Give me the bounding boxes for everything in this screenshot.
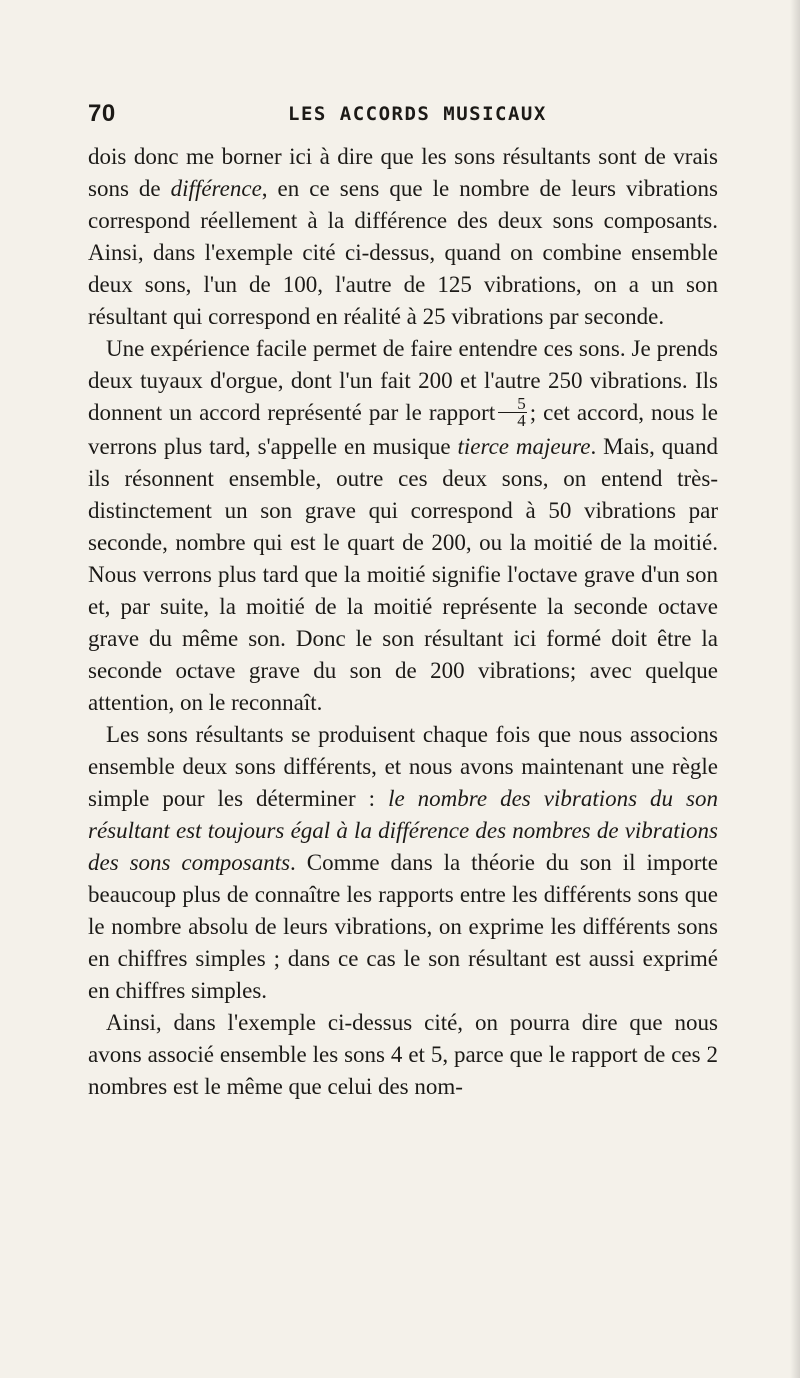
- paragraph-2-text-c: . Mais, quand ils résonnent ensemble, outre ces deux sons, on entend très-distinctement un son grave qui correspond à 50 vibrations par seconde, nombre qui est le quart de 200, ou la moitié de la moitié. Nous verrons plus tard que la moitié signifie l'octave grave d'un son et, par suite, la moitié de la moitié représente la seconde octave grave du même son. Donc le son résultant ici formé doit être la seconde octave grave du son de 200 vibrations; avec quelque attention, on le reconnaît.: [88, 434, 718, 716]
- running-title: LES ACCORDS MUSICAUX: [288, 103, 547, 125]
- page-header: [88, 100, 718, 134]
- fraction-numerator: 5: [498, 396, 527, 413]
- paragraph-3: [88, 719, 718, 1007]
- page-edge-shadow: [790, 0, 800, 1378]
- ratio-fraction: [498, 396, 527, 429]
- paragraph-2: [88, 333, 718, 719]
- paragraph-4: [88, 1007, 718, 1103]
- body-text: [88, 141, 718, 1103]
- paragraph-4-text-a: Ainsi, dans l'exemple ci-dessus cité, on pourra dire que nous avons associé ensemble les sons 4 et 5, parce que le rapport de ces 2 nombres est le même que celui des nom-: [88, 1010, 718, 1100]
- paragraph-1: [88, 141, 718, 333]
- paragraph-2-text-a: Une expérience facile permet de faire entendre ces sons. Je prends deux tuyaux d'orgue, dont l'un fait 200 et l'autre 250 vibrations. Ils donnent un accord représenté par le rapport: [88, 336, 718, 425]
- paragraph-3-text-a: Les sons résultants se produisent chaque fois que nous associons ensemble deux sons différents, et nous avons maintenant une règle simple pour les déterminer :: [88, 722, 718, 812]
- paragraph-1-text-a: dois donc me borner ici à dire que les sons résultants sont de vrais sons de: [88, 144, 718, 201]
- paragraph-2-emphasis: tierce majeure: [457, 434, 591, 460]
- fraction-denominator: 4: [517, 411, 526, 431]
- paragraph-3-emphasis: le nombre des vibrations du son résultant est toujours égal à la différence des nombres de vibrations des sons composants: [88, 786, 719, 876]
- paragraph-1-emphasis: différence: [170, 176, 262, 201]
- paragraph-2-text-b: ; cet accord, nous le verrons plus tard, s'appelle en musique: [88, 400, 718, 460]
- page-number: 70: [88, 100, 116, 127]
- paragraph-1-text-b: , en ce sens que le nombre de leurs vibrations correspond réellement à la différence des deux sons composants. Ainsi, dans l'exemple cité ci-dessus, quand on combine ensemble deux sons, l'un de 100, l'autre de 125 vibrations, on a un son résultant qui correspond en réalité à 25 vibrations par seconde.: [88, 176, 718, 329]
- paragraph-3-text-b: . Comme dans la théorie du son il importe beaucoup plus de connaître les rapports entre les différents sons que le nombre absolu de leurs vibrations, on exprime les différents sons en chiffres simples ; dans ce cas le son résultant est aussi exprimé en chiffres simples.: [88, 850, 718, 1004]
